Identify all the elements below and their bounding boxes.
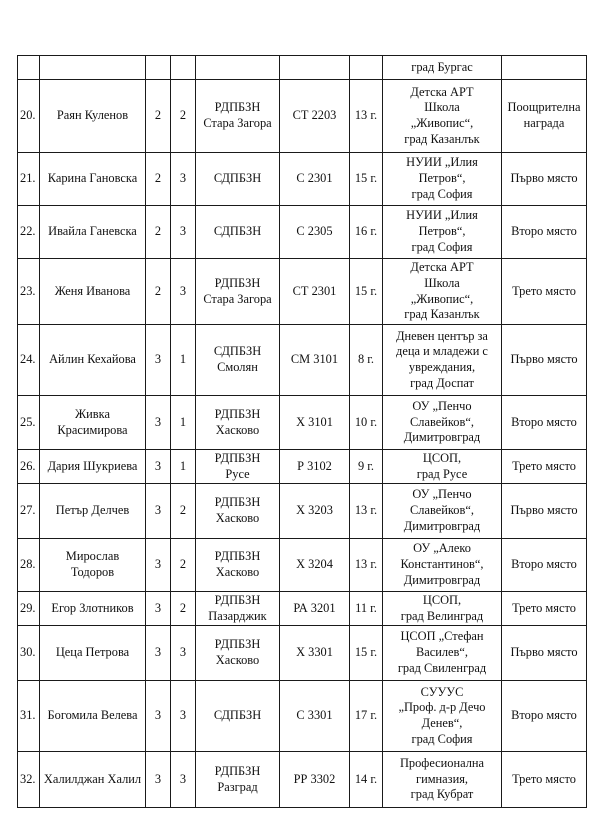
cell-institution: Детска АРТ Школа „Живопис“, град Казанлък [383,259,502,325]
cell-institution: НУИИ „Илия Петров“, град София [383,206,502,259]
cell-age: 10 г. [350,396,383,450]
cell-age-group: 2 [146,80,171,153]
cell-age: 13 г. [350,539,383,592]
cell-age-group: 3 [146,450,171,484]
cell-age-group: 3 [146,484,171,539]
cell-participant-name: Цеца Петрова [40,626,146,681]
cell-entry-code: Р 3102 [280,450,350,484]
cell-age: 9 г. [350,450,383,484]
cell-number: 30. [18,626,40,681]
results-table [17,55,587,808]
continuation-row [18,56,587,80]
cell-subgroup: 1 [171,396,196,450]
cell-award: Първо място [502,153,587,206]
cell-number: 27. [18,484,40,539]
table-row [18,752,587,808]
table-row [18,450,587,484]
cell-age: 14 г. [350,752,383,808]
cell-participant-name: Мирослав Тодоров [40,539,146,592]
cell-participant-name: Дария Шукриева [40,450,146,484]
cell-participant-name: Халилджан Халил [40,752,146,808]
cell-organizer: СДПБЗН [196,681,280,752]
table-row [18,153,587,206]
cell-entry-code [280,56,350,80]
cell-entry-code: СТ 2301 [280,259,350,325]
table-row [18,80,587,153]
cell-institution: Дневен център за деца и младежи с увреждания, град Доспат [383,325,502,396]
cell-number: 29. [18,592,40,626]
cell-institution: Професионална гимназия, град Кубрат [383,752,502,808]
cell-subgroup: 3 [171,259,196,325]
cell-entry-code: Х 3204 [280,539,350,592]
cell-participant-name: Ивайла Ганевска [40,206,146,259]
cell-institution: ОУ „Пенчо Славейков“, Димитровград [383,484,502,539]
cell-number: 28. [18,539,40,592]
cell-age-group: 2 [146,153,171,206]
cell-subgroup: 2 [171,484,196,539]
cell-entry-code: Х 3301 [280,626,350,681]
cell-award: Първо място [502,325,587,396]
cell-institution: ЦСОП „Стефан Василев“, град Свиленград [383,626,502,681]
cell-award: Трето място [502,450,587,484]
cell-organizer: РДПБЗН Хасково [196,396,280,450]
cell-award: Трето място [502,259,587,325]
cell-participant-name: Айлин Кехайова [40,325,146,396]
table-row [18,592,587,626]
cell-entry-code: РР 3302 [280,752,350,808]
cell-organizer: РДПБЗН Разград [196,752,280,808]
cell-organizer [196,56,280,80]
cell-subgroup: 3 [171,153,196,206]
cell-age: 15 г. [350,626,383,681]
cell-organizer: РДПБЗН Хасково [196,484,280,539]
cell-institution: НУИИ „Илия Петров“, град София [383,153,502,206]
cell-award: Поощрителна награда [502,80,587,153]
cell-age-group: 2 [146,206,171,259]
cell-number: 32. [18,752,40,808]
table-row [18,396,587,450]
cell-award: Второ място [502,539,587,592]
cell-organizer: СДПБЗН Смолян [196,325,280,396]
cell-organizer: РДПБЗН Русе [196,450,280,484]
cell-age-group: 3 [146,752,171,808]
cell-subgroup: 3 [171,752,196,808]
cell-organizer: СДПБЗН [196,153,280,206]
cell-organizer: РДПБЗН Хасково [196,626,280,681]
cell-institution: ОУ „Пенчо Славейков“, Димитровград [383,396,502,450]
cell-age-group: 3 [146,592,171,626]
cell-award: Първо място [502,626,587,681]
cell-participant-name: Живка Красимирова [40,396,146,450]
cell-organizer: РДПБЗН Пазарджик [196,592,280,626]
cell-award: Трето място [502,592,587,626]
cell-entry-code: С 2301 [280,153,350,206]
cell-subgroup: 2 [171,592,196,626]
table-row [18,206,587,259]
cell-organizer: СДПБЗН [196,206,280,259]
cell-age: 13 г. [350,484,383,539]
cell-participant-name: Богомила Велева [40,681,146,752]
cell-age: 8 г. [350,325,383,396]
cell-entry-code: Х 3203 [280,484,350,539]
cell-institution: град Бургас [383,56,502,80]
cell-subgroup: 3 [171,681,196,752]
cell-number: 20. [18,80,40,153]
cell-number: 24. [18,325,40,396]
cell-participant-name: Карина Гановска [40,153,146,206]
cell-age-group: 2 [146,259,171,325]
cell-subgroup: 3 [171,626,196,681]
cell-number [18,56,40,80]
cell-subgroup [171,56,196,80]
cell-entry-code: Х 3101 [280,396,350,450]
cell-entry-code: РА 3201 [280,592,350,626]
cell-award [502,56,587,80]
cell-age-group: 3 [146,396,171,450]
cell-participant-name: Петър Делчев [40,484,146,539]
cell-age: 17 г. [350,681,383,752]
cell-age-group: 3 [146,325,171,396]
cell-entry-code: С 3301 [280,681,350,752]
cell-organizer: РДПБЗН Стара Загора [196,259,280,325]
cell-award: Трето място [502,752,587,808]
cell-organizer: РДПБЗН Стара Загора [196,80,280,153]
cell-entry-code: СМ 3101 [280,325,350,396]
cell-institution: ЦСОП, град Велинград [383,592,502,626]
cell-age-group: 3 [146,539,171,592]
cell-institution: СУУУС „Проф. д-р Дечо Денев“, град София [383,681,502,752]
cell-participant-name: Женя Иванова [40,259,146,325]
cell-age: 15 г. [350,259,383,325]
table-row [18,626,587,681]
cell-subgroup: 2 [171,539,196,592]
cell-organizer: РДПБЗН Хасково [196,539,280,592]
cell-number: 21. [18,153,40,206]
cell-number: 31. [18,681,40,752]
table-row [18,325,587,396]
table-row [18,539,587,592]
cell-entry-code: С 2305 [280,206,350,259]
cell-number: 22. [18,206,40,259]
cell-age: 11 г. [350,592,383,626]
table-row [18,484,587,539]
cell-award: Второ място [502,206,587,259]
cell-institution: Детска АРТ Школа „Живопис“, град Казанлък [383,80,502,153]
cell-subgroup: 1 [171,450,196,484]
table-row [18,259,587,325]
cell-subgroup: 1 [171,325,196,396]
cell-participant-name: Егор Злотников [40,592,146,626]
cell-number: 25. [18,396,40,450]
results-table-body [18,56,587,808]
cell-age-group [146,56,171,80]
cell-award: Първо място [502,484,587,539]
cell-award: Второ място [502,681,587,752]
cell-participant-name [40,56,146,80]
cell-age [350,56,383,80]
cell-subgroup: 2 [171,80,196,153]
cell-entry-code: СТ 2203 [280,80,350,153]
cell-subgroup: 3 [171,206,196,259]
cell-age-group: 3 [146,626,171,681]
cell-award: Второ място [502,396,587,450]
table-row [18,681,587,752]
cell-number: 23. [18,259,40,325]
cell-age: 15 г. [350,153,383,206]
cell-age: 16 г. [350,206,383,259]
cell-institution: ОУ „Алеко Константинов“, Димитровград [383,539,502,592]
cell-number: 26. [18,450,40,484]
cell-age-group: 3 [146,681,171,752]
cell-institution: ЦСОП, град Русе [383,450,502,484]
cell-age: 13 г. [350,80,383,153]
cell-participant-name: Раян Куленов [40,80,146,153]
